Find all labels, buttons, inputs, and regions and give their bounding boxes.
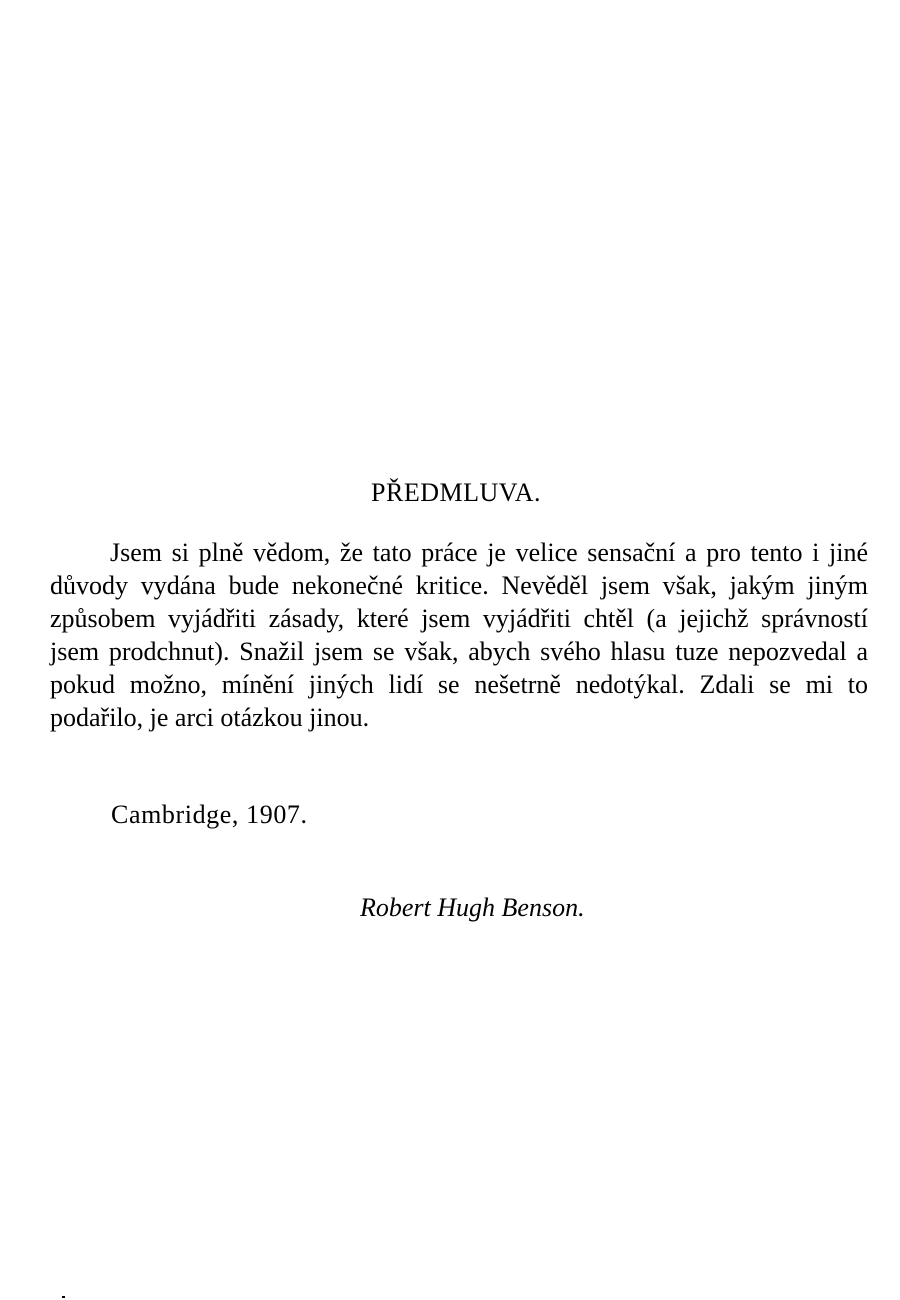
scan-speck (62, 1296, 65, 1298)
preface-heading: PŘEDMLUVA. (371, 478, 541, 507)
preface-paragraph: Jsem si plně vědom, že tato práce je velice sensační a pro tento i jiné důvody vydána bude nekonečné kritice. Nevěděl jsem však, jakým jiným způsobem vyjádřiti zásady, které jsem vyjádřiti chtěl (a jejichž správností jsem prodchnut). Snažil jsem se však, abych svého hlasu tuze nepozvedal a pokud možno, mínění jiných lidí se nešetrně nedotýkal. Zdali se mi to podařilo, je arci otázkou jinou. (50, 538, 868, 732)
author-signature: Robert Hugh Benson. (360, 893, 585, 922)
place-date: Cambridge, 1907. (111, 800, 308, 829)
